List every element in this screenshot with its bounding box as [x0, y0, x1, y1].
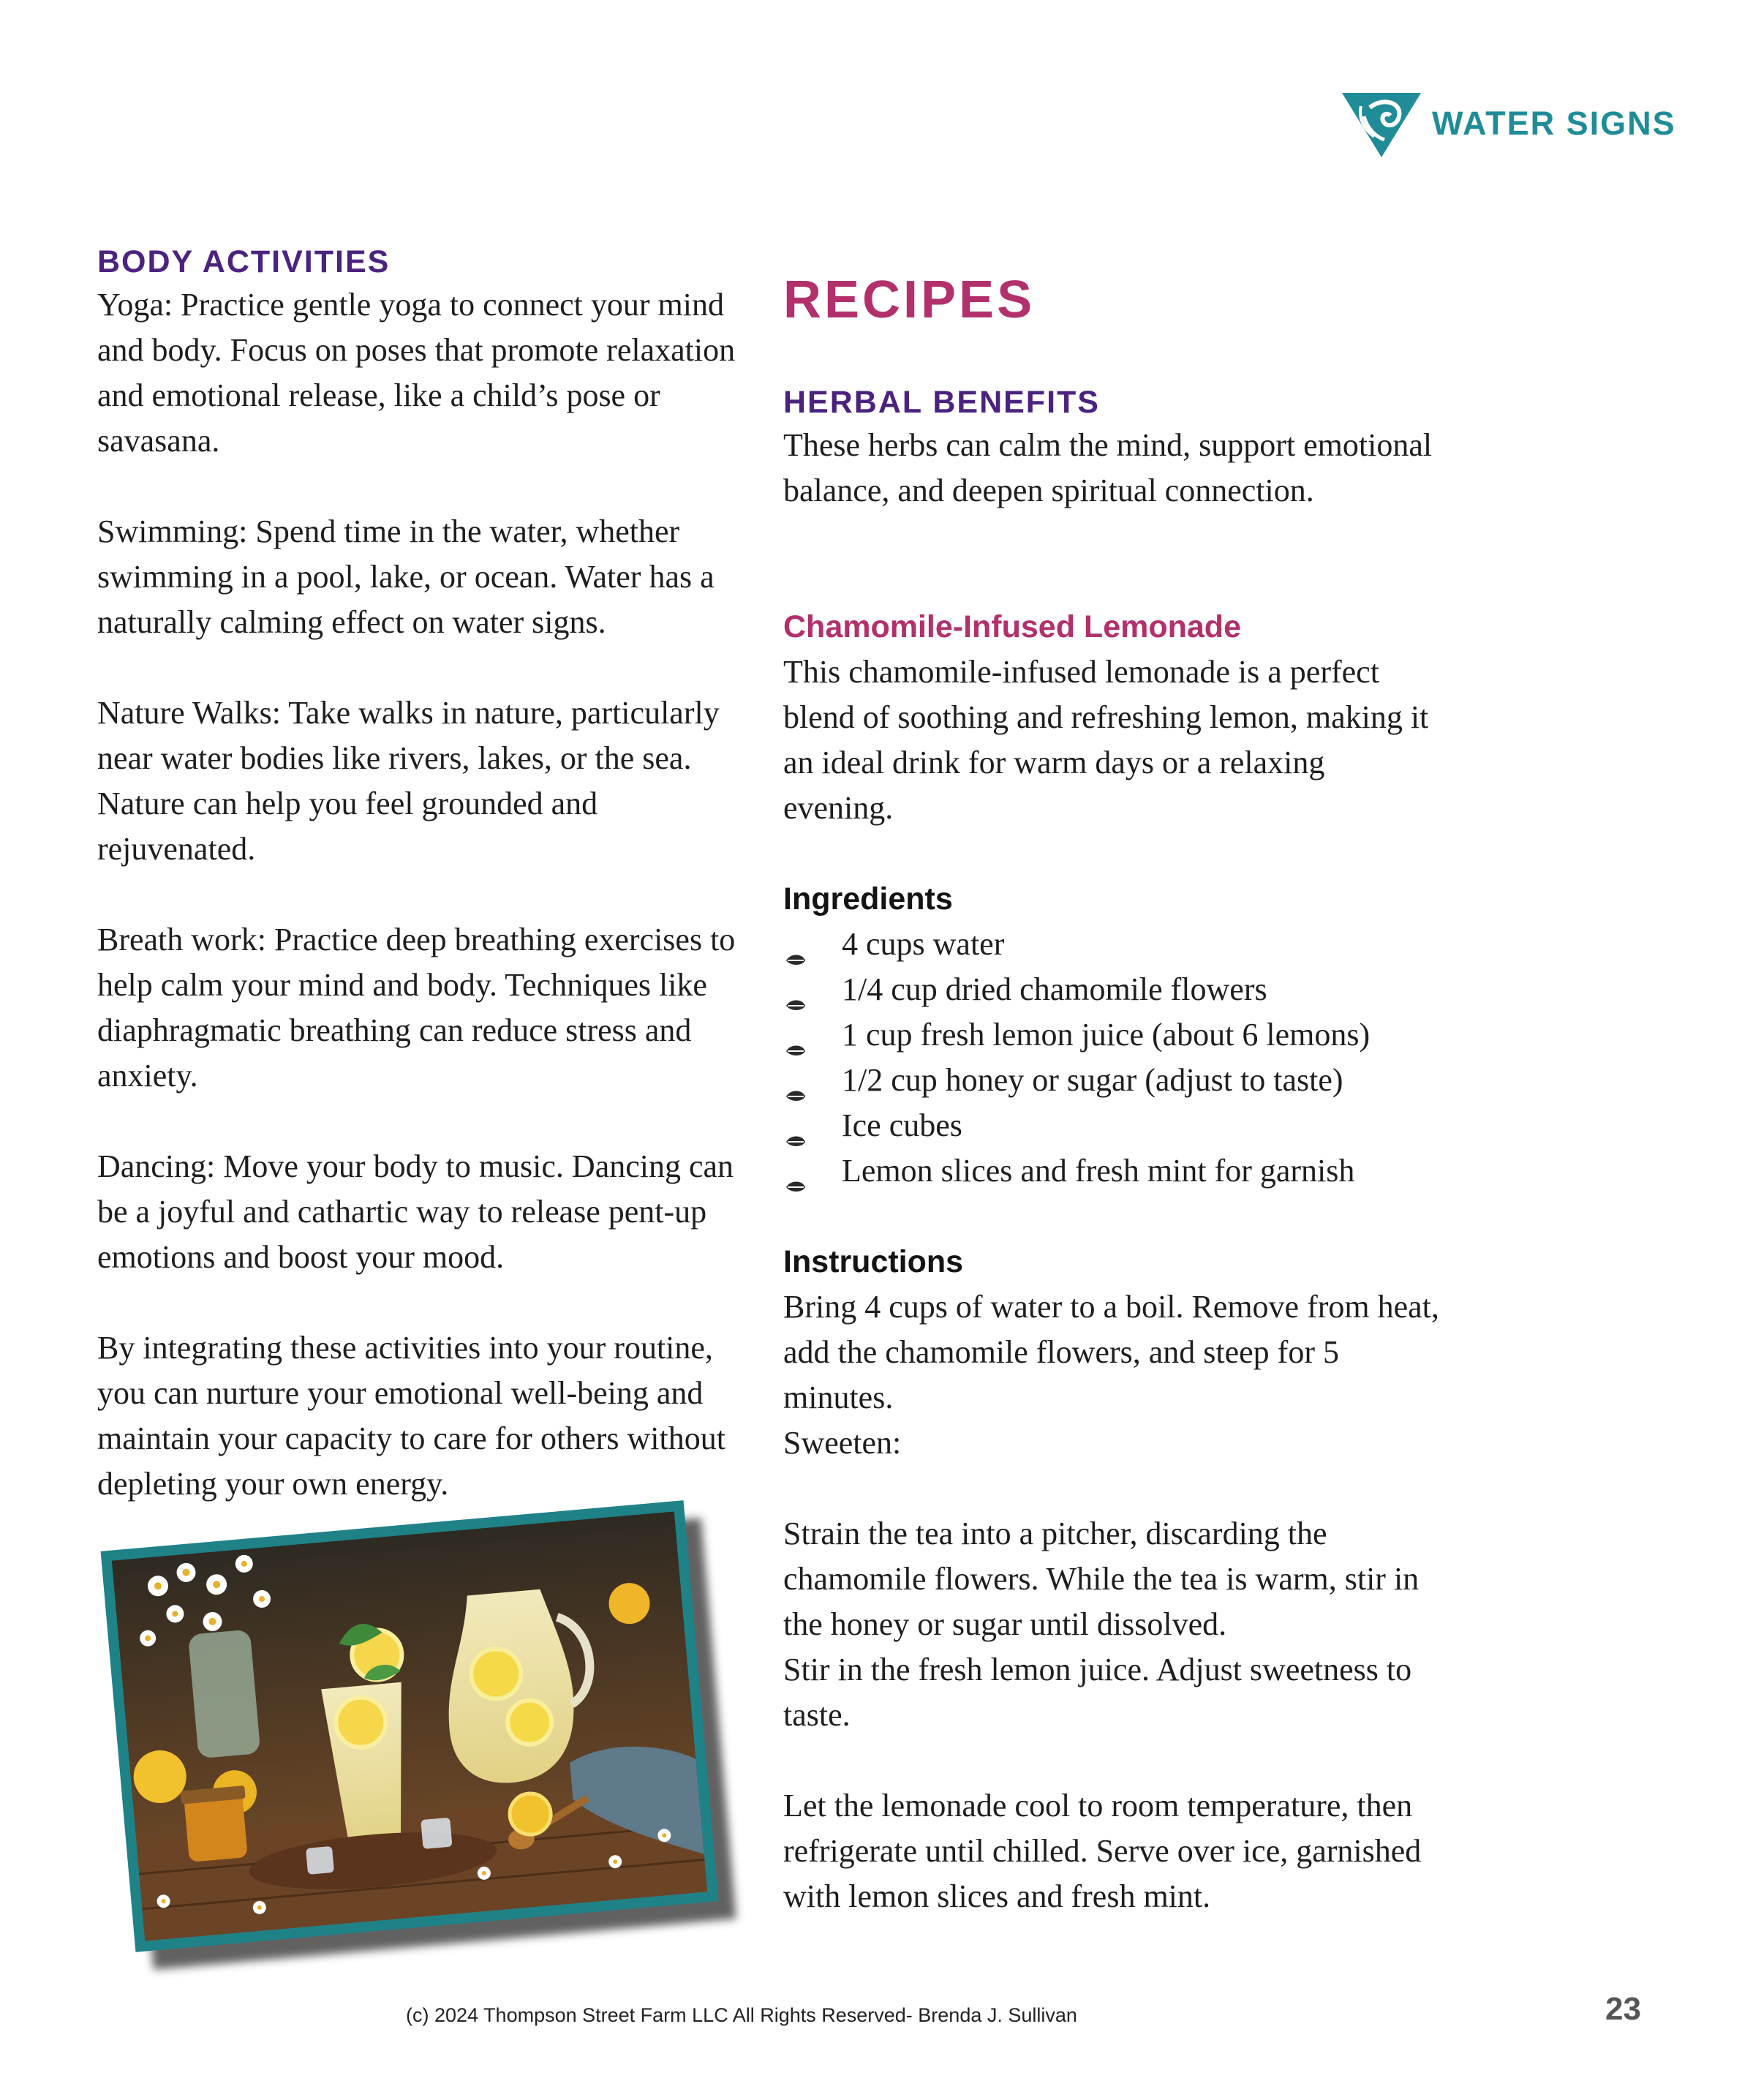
- instruction-step-2b: Stir in the fresh lemon juice. Adjust sweetness to taste.: [783, 1652, 1412, 1733]
- activities-summary: By integrating these activities into your routine, you can nurture your emotional well-being and maintain your capacity to care for others without depleting your own energy.: [97, 1330, 725, 1502]
- activity-breath-work: Breath work: Practice deep breathing exercises to help calm your mind and body. Techniques like diaphragmatic breathing can reduce stress and anxiety.: [97, 922, 736, 1094]
- instruction-step-2: Strain the tea into a pitcher, discarding the chamomile flowers. While the tea is warm, stir in the honey or sugar until dissolved.: [783, 1516, 1420, 1642]
- list-item: Lemon slices and fresh mint for garnish: [783, 1148, 1441, 1194]
- leaf-bullet-icon: [785, 1118, 807, 1135]
- instruction-step-3: Let the lemonade cool to room temperature, then refrigerate until chilled. Serve over ice, garnished with lemon slices and fresh mint.: [783, 1788, 1422, 1914]
- leaf-bullet-icon: [785, 1163, 807, 1181]
- leaf-bullet-icon: [785, 936, 807, 954]
- page-header: [1342, 91, 1686, 165]
- instructions-heading: Instructions: [783, 1244, 964, 1279]
- activity-swimming: Swimming: Spend time in the water, whether swimming in a pool, lake, or ocean. Water has a naturally calming effect on water signs.: [97, 513, 715, 640]
- herbal-benefits-text: These herbs can calm the mind, support emotional balance, and deepen spiritual connection.: [783, 427, 1433, 508]
- recipe-title: Chamomile-Infused Lemonade: [783, 609, 1241, 644]
- recipes-heading: RECIPES: [783, 271, 1036, 329]
- herbal-benefits-heading: HERBAL BENEFITS: [783, 385, 1100, 420]
- list-item: 1/4 cup dried chamomile flowers: [783, 967, 1441, 1012]
- list-item: 4 cups water: [783, 922, 1441, 967]
- leaf-bullet-icon: [785, 982, 807, 999]
- lemonade-photo: [101, 1500, 719, 1952]
- page-number: 23: [1605, 1991, 1641, 2027]
- activity-yoga: Yoga: Practice gentle yoga to connect your mind and body. Focus on poses that promote relaxation and emotional release, like a child’s pose or savasana.: [97, 287, 736, 459]
- ingredients-list: [783, 922, 1441, 1194]
- ingredients-heading: Ingredients: [783, 881, 953, 917]
- instruction-sweeten-label: Sweeten:: [783, 1425, 902, 1461]
- section-tag-title: WATER SIGNS: [1432, 105, 1676, 142]
- list-item: 1/2 cup honey or sugar (adjust to taste): [783, 1058, 1441, 1103]
- body-activities-heading: BODY ACTIVITIES: [97, 244, 391, 279]
- list-item: 1 cup fresh lemon juice (about 6 lemons): [783, 1012, 1441, 1058]
- recipes-column: [783, 263, 1441, 1919]
- body-activities-column: [97, 241, 741, 1507]
- leaf-bullet-icon: [785, 1072, 807, 1090]
- instruction-step-1: Bring 4 cups of water to a boil. Remove from heat, add the chamomile flowers, and steep for 5 minutes.: [783, 1289, 1439, 1415]
- wave-triangle-icon: [1342, 91, 1422, 159]
- activity-dancing: Dancing: Move your body to music. Dancing can be a joyful and cathartic way to release pent-up emotions and boost your mood.: [97, 1148, 734, 1275]
- list-item: Ice cubes: [783, 1103, 1441, 1148]
- footer-copyright: (c) 2024 Thompson Street Farm LLC All Rights Reserved- Brenda J. Sullivan: [406, 2004, 1077, 2026]
- recipe-intro: This chamomile-infused lemonade is a perfect blend of soothing and refreshing lemon, making it an ideal drink for warm days or a relaxing evening.: [783, 654, 1429, 826]
- leaf-bullet-icon: [785, 1027, 807, 1045]
- activity-nature-walks: Nature Walks: Take walks in nature, particularly near water bodies like rivers, lakes, or the sea. Nature can help you feel grounded and rejuvenated.: [97, 695, 720, 867]
